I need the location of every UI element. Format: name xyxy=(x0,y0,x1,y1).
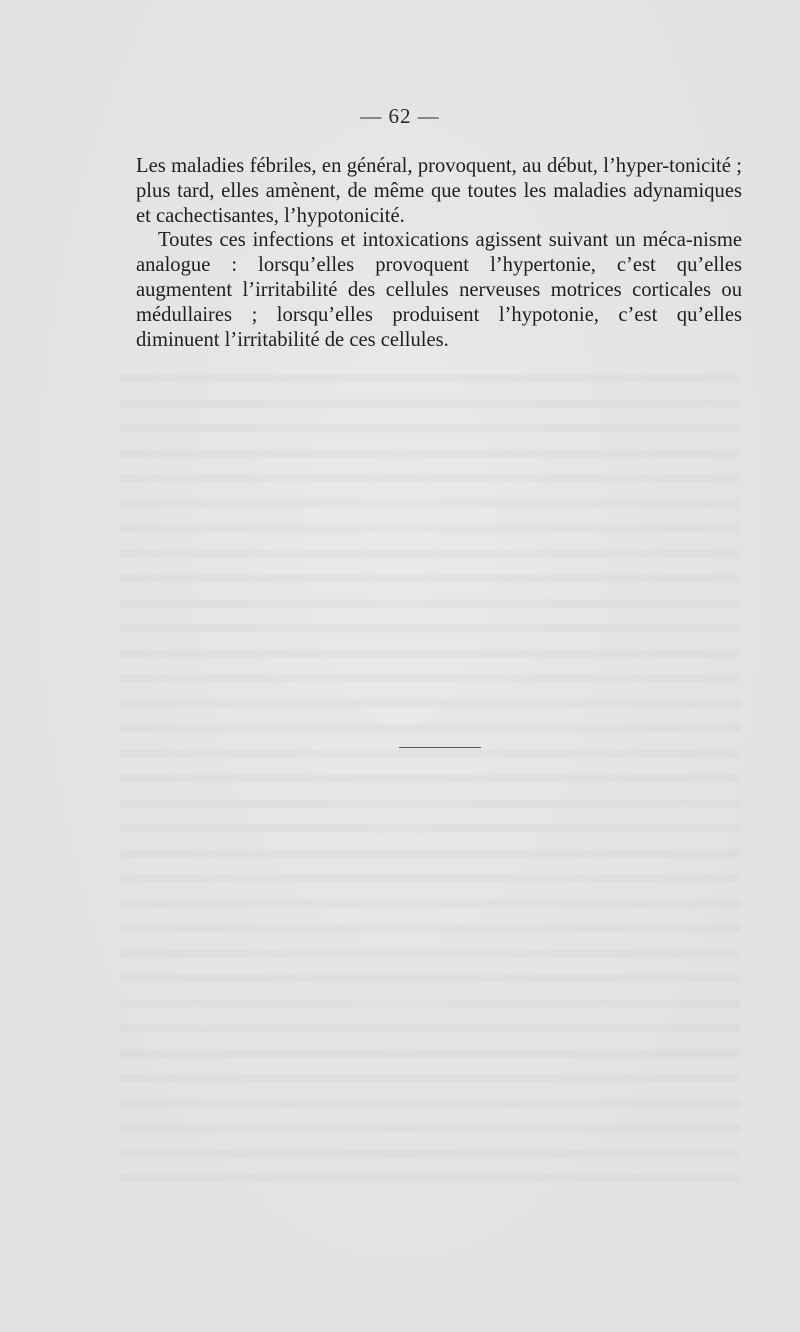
paragraph-2: Toutes ces infections et intoxications agissent suivant un méca-nisme analogue : lorsqu’elles provoquent l’hypertonie, c’est qu’elles augmentent l’irritabilité des cellules nerveuses motrices corticales ou médullaires ; lorsqu’elles produisent l’hypotonie, c’est qu’elles diminuent l’irritabilité de ces cellules. xyxy=(136,229,742,351)
show-through-texture xyxy=(120,360,740,1200)
section-end-rule xyxy=(399,747,481,748)
body-text xyxy=(136,154,742,352)
page-number: — 62 — xyxy=(360,104,440,128)
paragraph-1: Les maladies fébriles, en général, provoquent, au début, l’hyper-tonicité ; plus tard, elles amènent, de même que toutes les maladies adynamiques et cachectisantes, l’hypotonicité. xyxy=(136,155,742,227)
